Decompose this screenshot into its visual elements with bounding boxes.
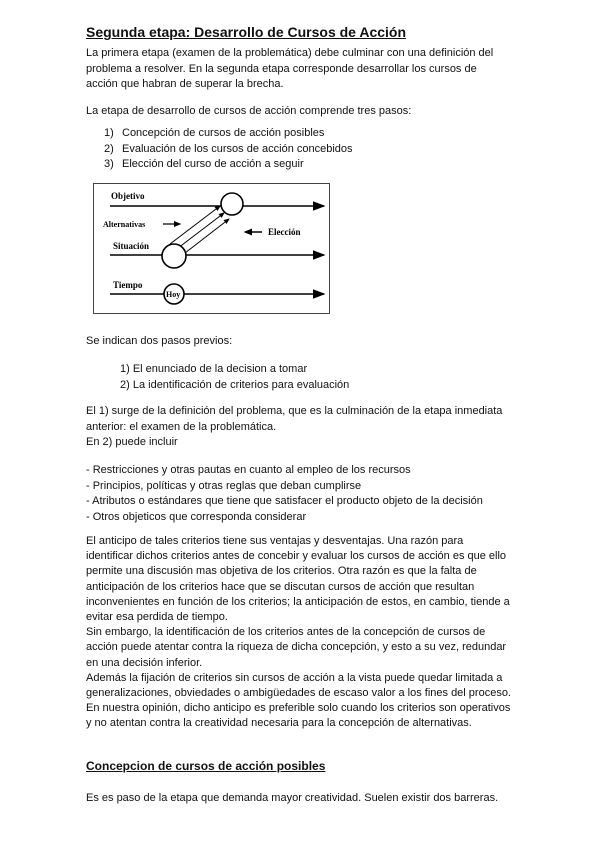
text-line: generalizaciones, obviedades o ambigüedades de escaso valor a los fines del proceso. (86, 686, 511, 699)
text-line: Además la fijación de criterios sin cursos de acción a la vista puede quedar limitada a (86, 671, 503, 684)
text-line: En 2) puede incluir (86, 436, 178, 449)
objetivo-label: Objetivo (111, 191, 145, 201)
text-line: El anticipo de tales criterios tiene sus ventajas y desventajas. Una razón para (86, 535, 464, 547)
text-line: Sin embargo, la identificación de los criterios antes de la concepción de cursos de (86, 626, 486, 639)
alternative-arrow (170, 206, 220, 244)
diagram-svg (94, 184, 329, 313)
text-line: evitar esa perdida de tiempo. (86, 610, 228, 623)
decision-diagram (93, 183, 330, 314)
eleccion-label: Elección (268, 227, 301, 237)
paragraph-3 (86, 534, 511, 731)
list-item: - Atributos o estándares que tiene que satisfacer el producto objeto de la decisión (86, 495, 483, 508)
intro-paragraph (86, 46, 493, 93)
section-2-title: Concepcion de cursos de acción posibles (86, 759, 326, 773)
list-number: 3) (104, 158, 114, 171)
steps-intro: La etapa de desarrollo de cursos de acción comprende tres pasos: (86, 105, 412, 117)
list-item (104, 126, 353, 142)
text-line: anticipación de los criterios hace que se discutan cursos de acción que resultan (86, 580, 475, 593)
list-item: 2) La identificación de criterios para evaluación (120, 378, 350, 391)
previous-steps-intro: Se indican dos pasos previos: (86, 335, 233, 347)
list-item: 1) El enunciado de la decision a tomar (120, 363, 308, 375)
list-item: - Principios, políticas y otras reglas que deban cumplirse (86, 479, 362, 492)
text-line: y no atentan contra la creatividad necesaria para la concepción de alternativas. (86, 717, 472, 730)
list-text: Evaluación de los cursos de acción concebidos (122, 142, 353, 155)
alternative-arrow (178, 213, 224, 248)
page-title: Segunda etapa: Desarrollo de Cursos de Acción (86, 24, 407, 40)
situacion-label: Situación (113, 241, 150, 251)
situacion-circle (162, 244, 186, 268)
section-2-text: Es es paso de la etapa que demanda mayor creatividad. Suelen existir dos barreras. (86, 792, 499, 804)
steps-list (104, 126, 353, 173)
list-text: Elección del curso de acción a seguir (122, 158, 304, 171)
previous-steps-list (120, 362, 349, 393)
paragraph-2 (86, 404, 502, 451)
text-line: El 1) surge de la definición del problema, que es la culminación de la etapa inmediata (86, 405, 503, 417)
text-line: En nuestra opinión, dicho anticipo es preferible solo cuando los criterios son operativos (86, 702, 511, 715)
text-line: problema a resolver. En la segunda etapa corresponde desarrollar los cursos de (86, 62, 477, 75)
alternativas-label: Alternativas (103, 220, 146, 229)
tiempo-label: Tiempo (113, 280, 143, 290)
text-line: acción puede atentar contra la riqueza de dicha concepción, y esto a su vez, redundar (86, 641, 507, 654)
objetivo-circle (221, 193, 243, 215)
list-item (104, 157, 353, 173)
text-line: en una decisión inferior. (86, 656, 203, 669)
alternative-arrow (185, 219, 229, 253)
text-line: La primera etapa (examen de la problemática) debe culminar con una definición del (86, 47, 494, 59)
text-line: permite una discusión mas objetiva de los criterios. Otra razón es que la falta de (86, 565, 477, 578)
text-line: anterior: el examen de la problemática. (86, 420, 277, 433)
list-item: - Otros objeticos que corresponda considerar (86, 510, 307, 523)
list-text: Concepción de cursos de acción posibles (122, 127, 325, 139)
list-item: - Restricciones y otras pautas en cuanto al empleo de los recursos (86, 464, 411, 476)
text-line: inconvenientes en función de los criterios; la anticipación de estos, en cambio, tiende a (86, 595, 510, 608)
criteria-list (86, 463, 483, 525)
hoy-label: Hoy (166, 290, 181, 299)
list-item (104, 142, 353, 158)
text-line: acción que habran de superar la brecha. (86, 78, 284, 91)
list-number: 1) (104, 127, 114, 139)
text-line: identificar dichos criterios antes de concebir y evaluar los cursos de acción es que ello (86, 550, 507, 563)
list-number: 2) (104, 142, 114, 155)
